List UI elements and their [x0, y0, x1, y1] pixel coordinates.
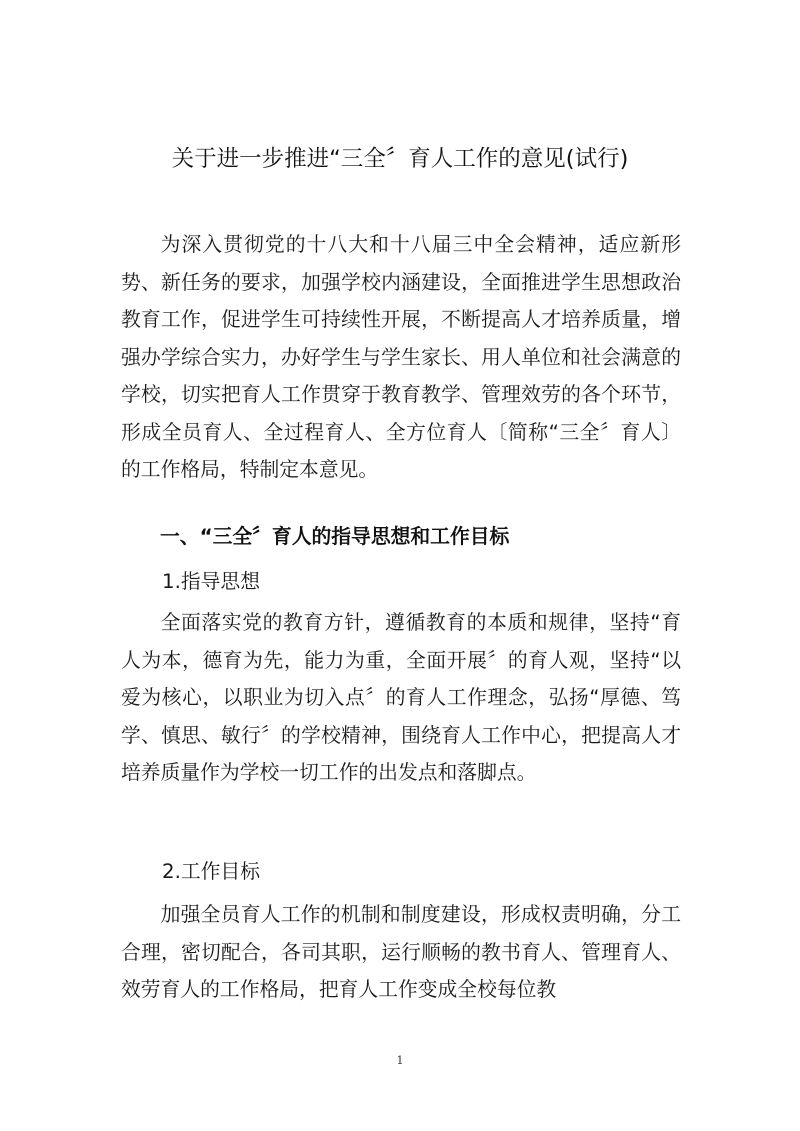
section-heading-1: 一、“三全〞育人的指导思想和工作目标 — [160, 525, 510, 548]
work-goals-paragraph: 加强全员育人工作的机制和制度建设，形成权责明确，分工合理，密切配合，各司其职，运行顺畅的教书育人、管理育人、效劳育人的工作格局，把育人工作变成全校每位教 — [121, 903, 681, 1001]
intro-paragraph: 为深入贯彻党的十八大和十八届三中全会精神，适应新形势、新任务的要求，加强学校内涵建设，全面推进学生思想政治教育工作，促进学生可持续性开展，不断提高人才培养质量，增强办学综合实力，办好学生与学生家长、用人单位和社会满意的学校，切实把育人工作贯穿于教育教学、管理效劳的各个环节，形成全员育人、全过程育人、全方位育人〔简称“三全〞育人〕的工作格局，特制定本意见。 — [121, 233, 681, 481]
subsection-heading-work-goals: 2.工作目标 — [162, 860, 260, 883]
document-title: 关于进一步推进“三全〞育人工作的意见(试行) — [171, 146, 629, 172]
subsection-heading-guiding-ideology: 1.指导思想 — [162, 570, 260, 593]
page-number: 1 — [396, 1054, 404, 1067]
guiding-ideology-paragraph: 全面落实党的教育方针，遵循教育的本质和规律，坚持“育人为本，德育为先，能力为重，全面开展〞的育人观，坚持“以爱为核心，以职业为切入点〞的育人工作理念，弘扬“厚德、笃学、慎思、敏行〞的学校精神，围绕育人工作中心，把提高人才培养质量作为学校一切工作的出发点和落脚点。 — [121, 611, 681, 784]
